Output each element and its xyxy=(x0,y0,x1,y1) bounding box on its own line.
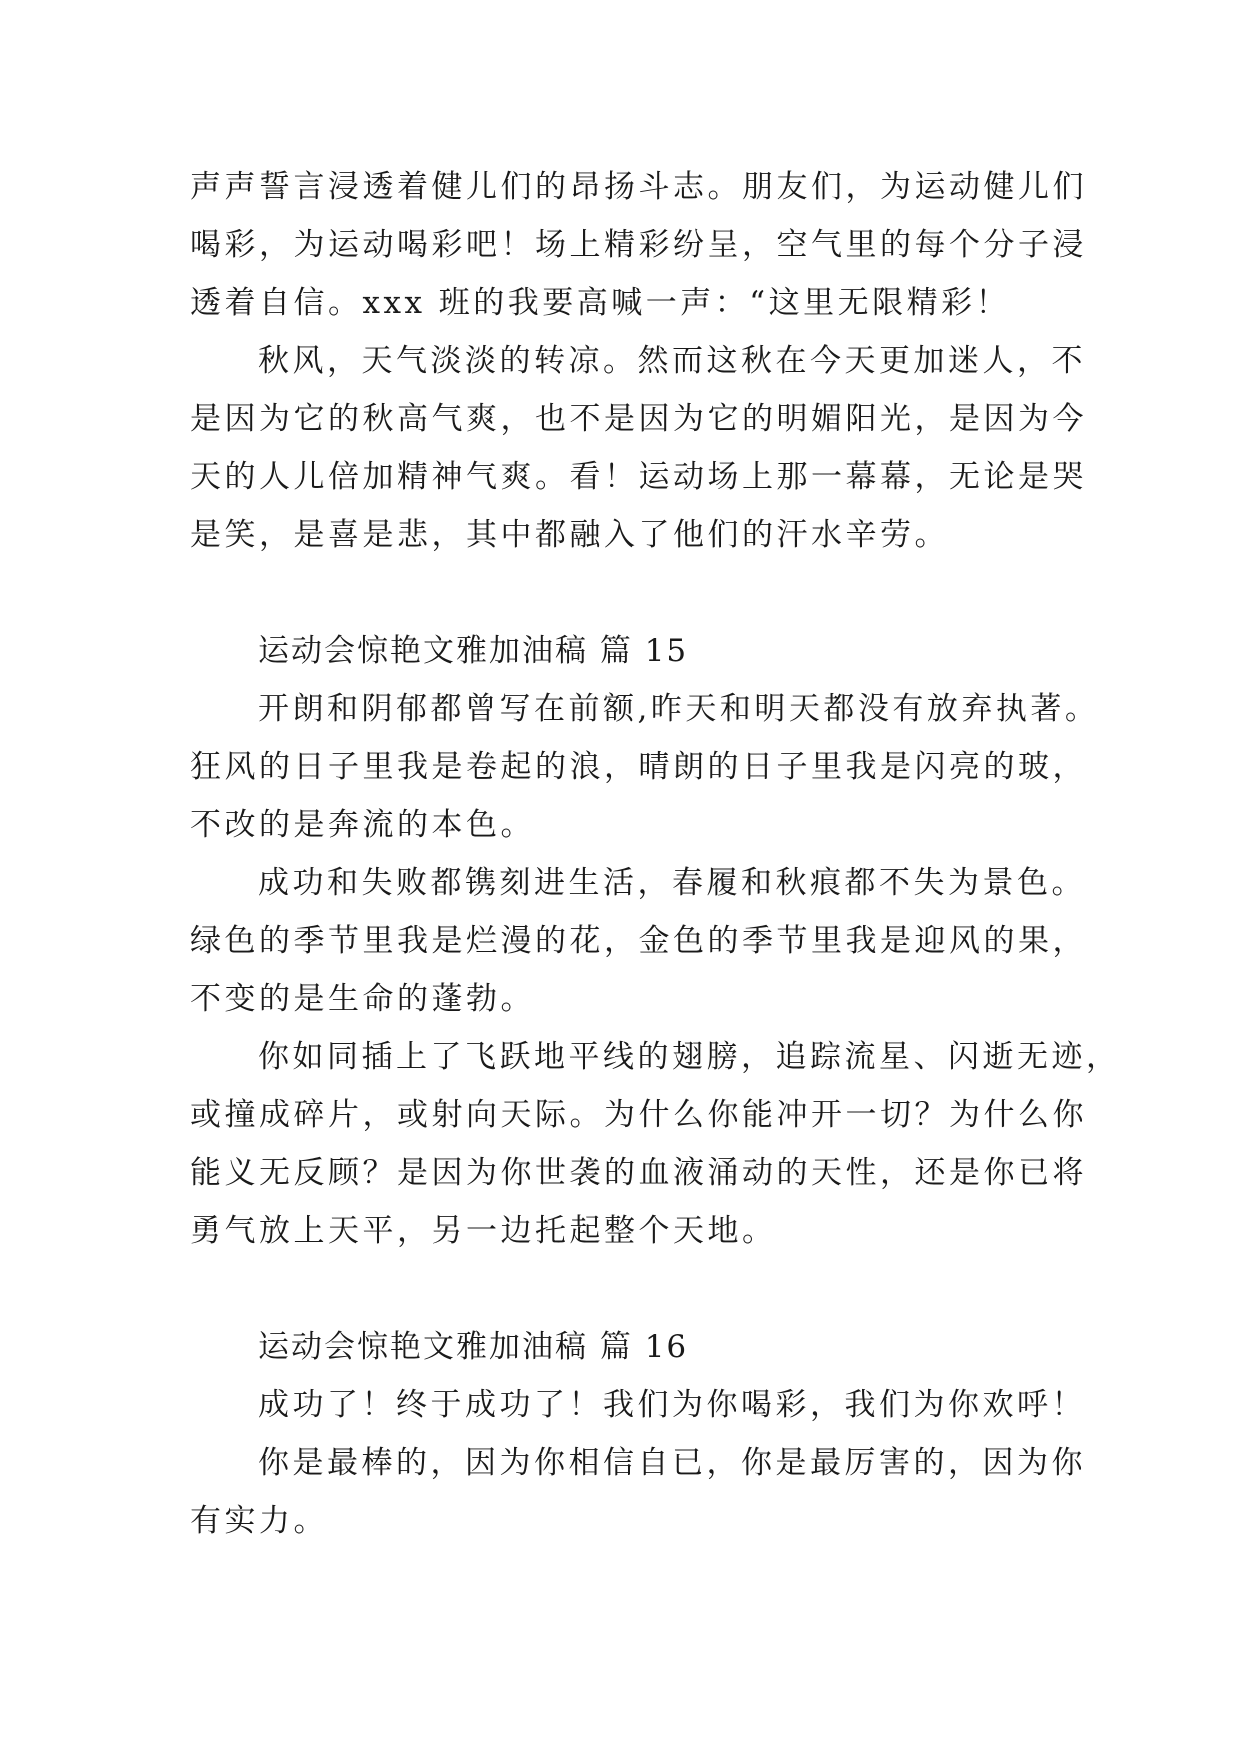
paragraph-line: 你如同插上了飞跃地平线的翅膀，追踪流星、闪逝无迹， xyxy=(258,1039,1121,1075)
paragraph-line: 是笑，是喜是悲，其中都融入了他们的汗水辛劳。 xyxy=(190,517,949,553)
section-gap xyxy=(190,564,1070,622)
section-heading: 运动会惊艳文雅加油稿 篇 16 xyxy=(258,1329,689,1365)
paragraph-line: 是因为它的秋高气爽，也不是因为它的明媚阳光，是因为今 xyxy=(190,401,1087,437)
paragraph-line: 不变的是生命的蓬勃。 xyxy=(190,981,535,1017)
paragraph-line: 成功了！终于成功了！我们为你喝彩，我们为你欢呼！ xyxy=(258,1387,1086,1423)
document-page xyxy=(190,158,1121,1550)
paragraph-line: 秋风，天气淡淡的转凉。然而这秋在今天更加迷人，不 xyxy=(258,343,1086,379)
paragraph-line: 天的人儿倍加精神气爽。看！运动场上那一幕幕，无论是哭 xyxy=(190,459,1087,495)
paragraph-line: 成功和失败都镌刻进生活，春履和秋痕都不失为景色。 xyxy=(258,865,1086,901)
paragraph-line: 开朗和阴郁都曾写在前额,昨天和明天都没有放弃执著。 xyxy=(258,691,1100,727)
paragraph-line: 你是最棒的，因为你相信自已，你是最厉害的，因为你 xyxy=(258,1445,1086,1481)
paragraph-line: 绿色的季节里我是烂漫的花，金色的季节里我是迎风的果， xyxy=(190,923,1087,959)
paragraph-line: 或撞成碎片，或射向天际。为什么你能冲开一切？为什么你 xyxy=(190,1097,1087,1133)
section-gap xyxy=(190,1260,1070,1318)
paragraph-line: 不改的是奔流的本色。 xyxy=(190,807,535,843)
paragraph-line: 能义无反顾？是因为你世袭的血液涌动的天性，还是你已将 xyxy=(190,1155,1087,1191)
paragraph-line: 勇气放上天平，另一边托起整个天地。 xyxy=(190,1213,777,1249)
paragraph-line: 有实力。 xyxy=(190,1503,328,1539)
section-heading: 运动会惊艳文雅加油稿 篇 15 xyxy=(258,633,689,669)
paragraph-line: 喝彩，为运动喝彩吧！场上精彩纷呈，空气里的每个分子浸 xyxy=(190,227,1087,263)
paragraph-line: 狂风的日子里我是卷起的浪，晴朗的日子里我是闪亮的玻， xyxy=(190,749,1087,785)
paragraph-line: 透着自信。xxx 班的我要高喊一声：“这里无限精彩！ xyxy=(190,285,1011,321)
paragraph-line: 声声誓言浸透着健儿们的昂扬斗志。朋友们，为运动健儿们 xyxy=(190,169,1087,205)
